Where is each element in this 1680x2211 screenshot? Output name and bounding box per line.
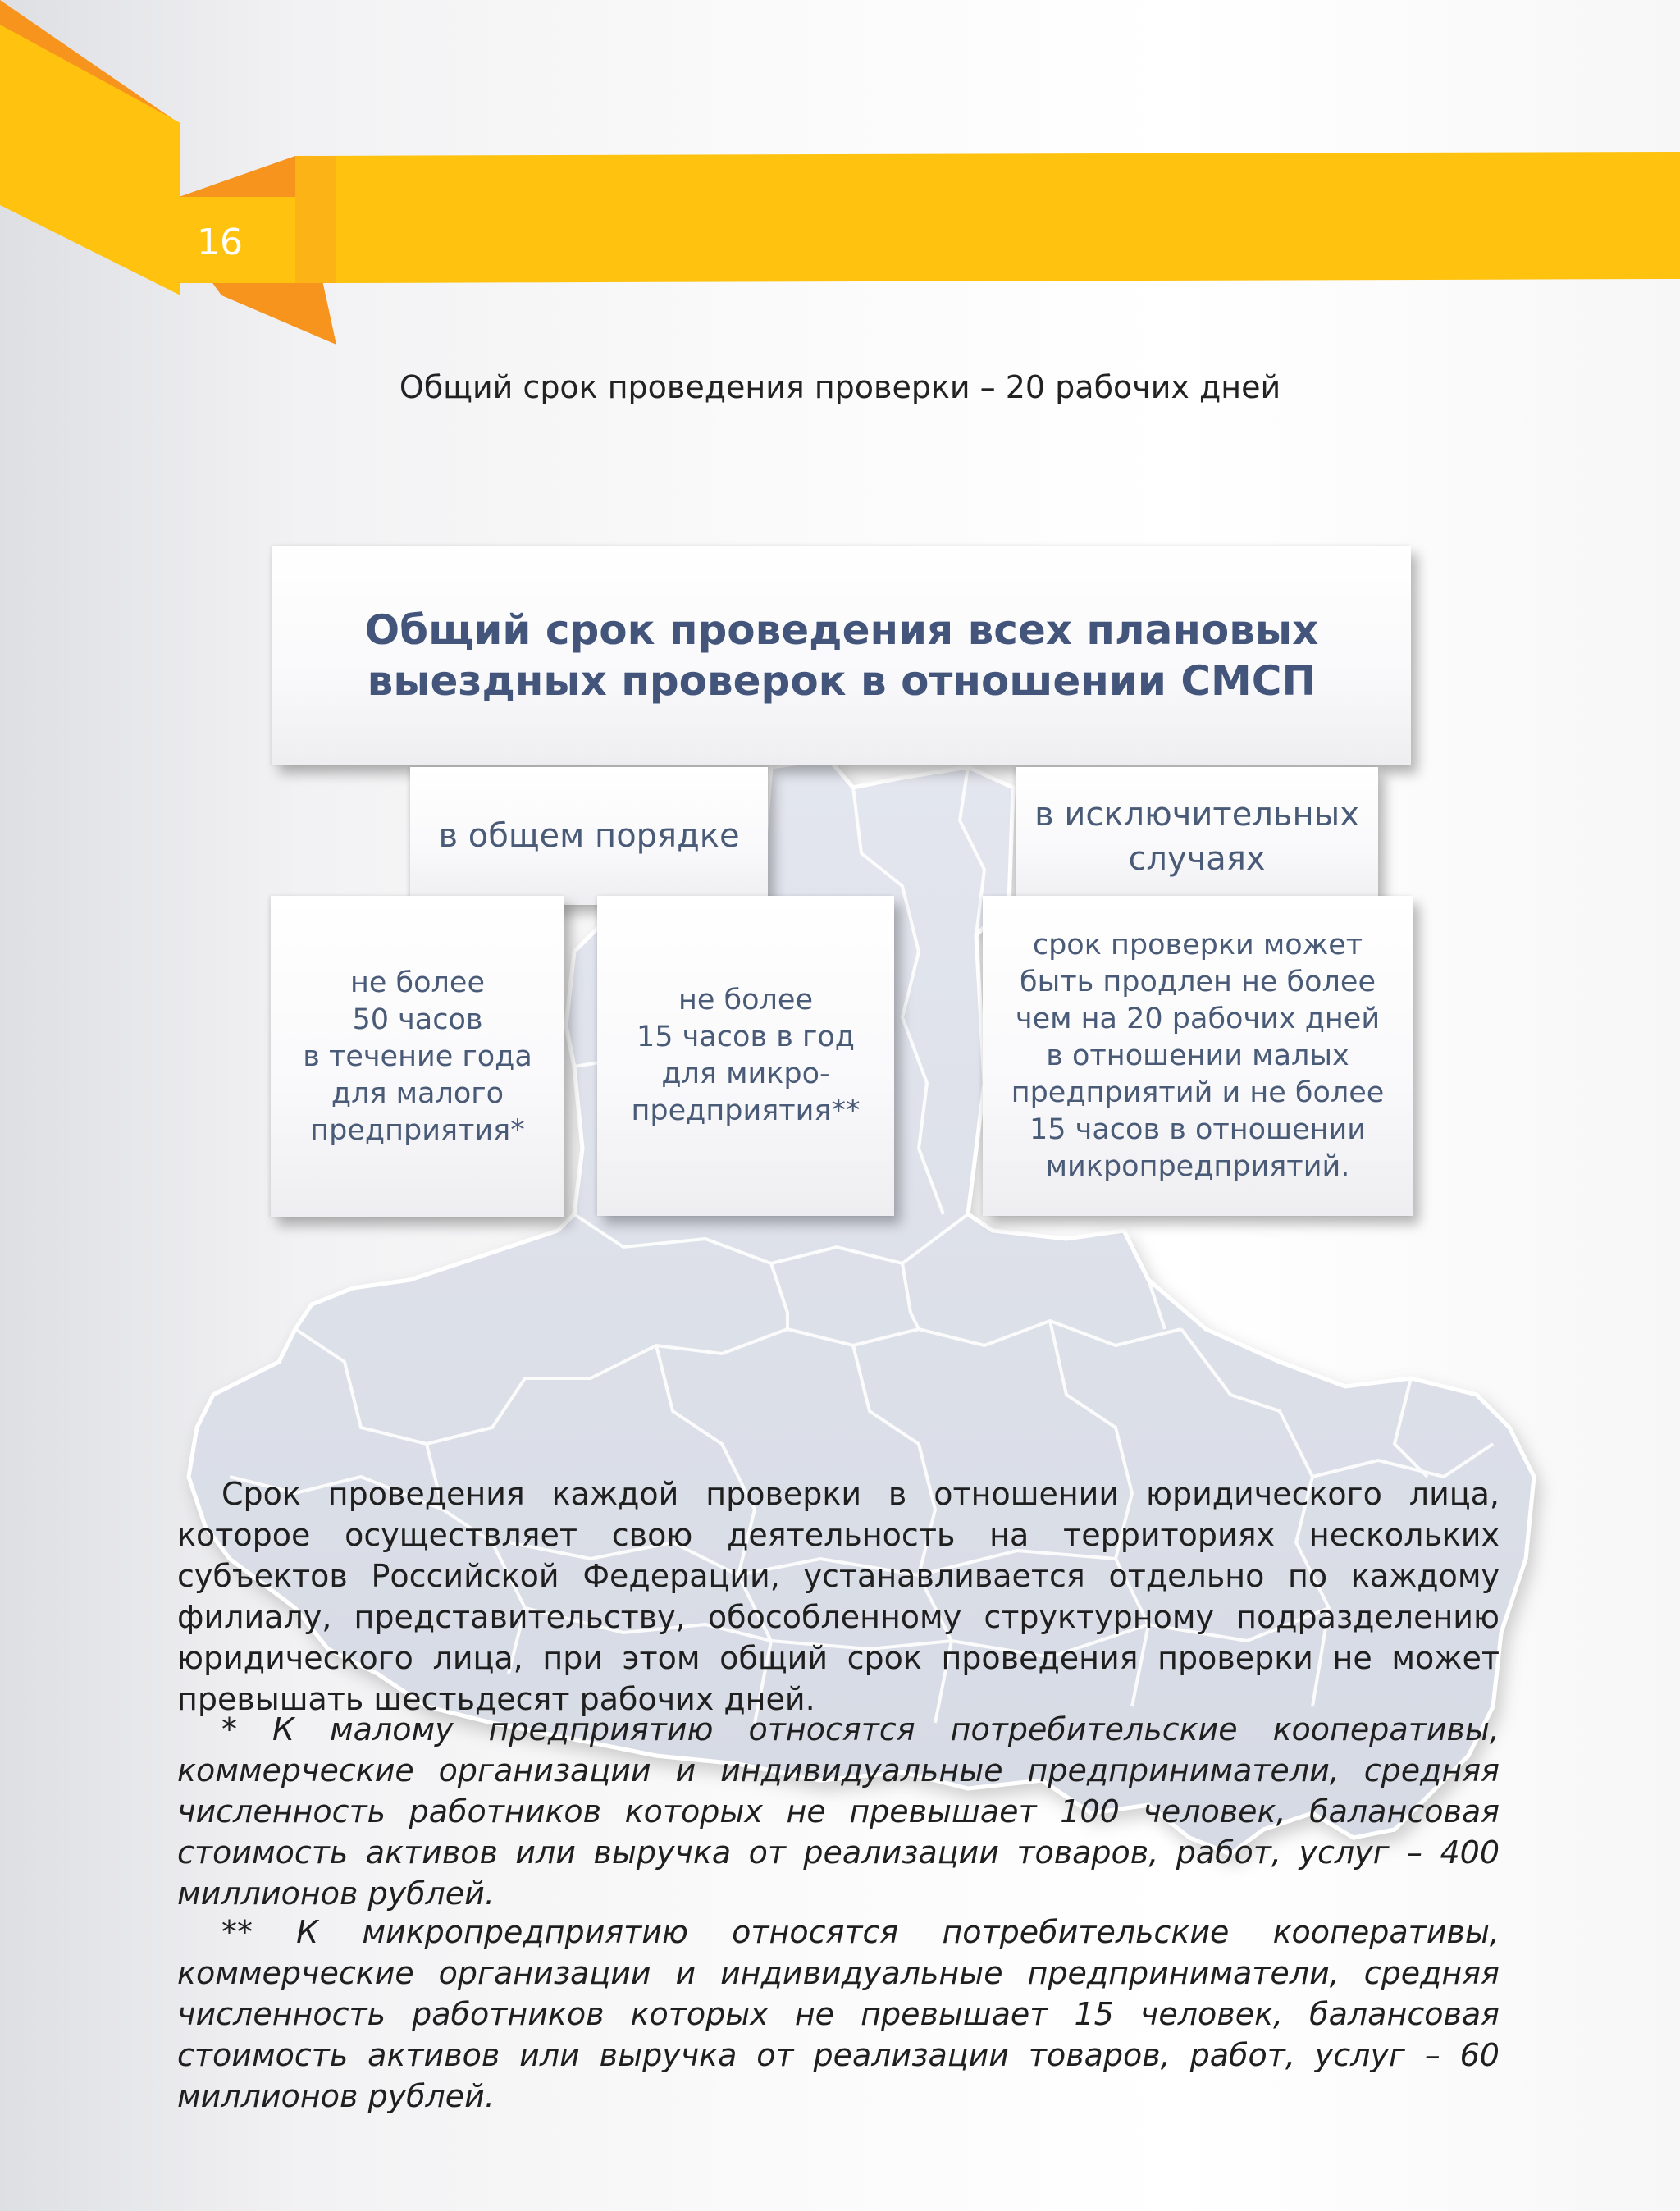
diagram-main-title: Общий срок проведения всех плановых выездных проверок в отношении СМСП: [364, 606, 1319, 705]
footnote-micro-enterprise: [177, 1912, 1500, 2117]
diagram-card-small-enterprise: [271, 896, 564, 1217]
diagram-exceptional-box: [1016, 767, 1378, 907]
header-ribbon: [0, 0, 1680, 345]
diagram-general-box: [410, 767, 768, 905]
card-text: не более 50 часов в течение года для малого предприятия*: [303, 966, 532, 1147]
page-subtitle: Общий срок проведения проверки – 20 рабочих дней: [399, 369, 1281, 405]
page-number: 16: [197, 222, 243, 263]
diagram-card-exception: [983, 896, 1413, 1216]
card-text: не более 15 часов в год для микро- предприятия**: [631, 984, 861, 1127]
footnote-small-enterprise: [177, 1709, 1500, 1914]
diagram-general-label: в общем порядке: [438, 817, 740, 855]
body-paragraph-text: Срок проведения каждой проверки в отношении юридического лица, которое осуществляет свою деятельность на территориях нескольких субъектов Российской Федерации, устанавливается отдельно по каждому филиалу, представительству, обособленному структурному подразделению юридического лица, при этом общий срок проведения проверки не может превышать шестьдесят рабочих дней.: [177, 1476, 1500, 1717]
diagram-exceptional-label: в исключительных случаях: [1034, 796, 1359, 878]
footnote-small-text: * К малому предприятию относятся потребительские кооперативы, коммерческие организации и индивидуальные предприниматели, средняя численность работников которых не превышает 100 человек, балансовая стоимость активов или выручка от реализации товаров, работ, услуг – 400 миллионов рублей.: [177, 1711, 1500, 1912]
body-paragraph: [177, 1473, 1500, 1720]
footnote-micro-text: ** К микропредприятию относятся потребительские кооперативы, коммерческие организации и индивидуальные предприниматели, средняя численность работников которых не превышает 15 человек, балансовая стоимость активов или выручка от реализации товаров, работ, услуг – 60 миллионов рублей.: [177, 1914, 1500, 2114]
diagram-card-micro-enterprise: [597, 896, 894, 1216]
card-text: срок проверки может быть продлен не более чем на 20 рабочих дней в отношении малых предприятий и не более 15 часов в отношении микропредприятий.: [1011, 928, 1385, 1183]
diagram-main-box: [272, 546, 1411, 765]
